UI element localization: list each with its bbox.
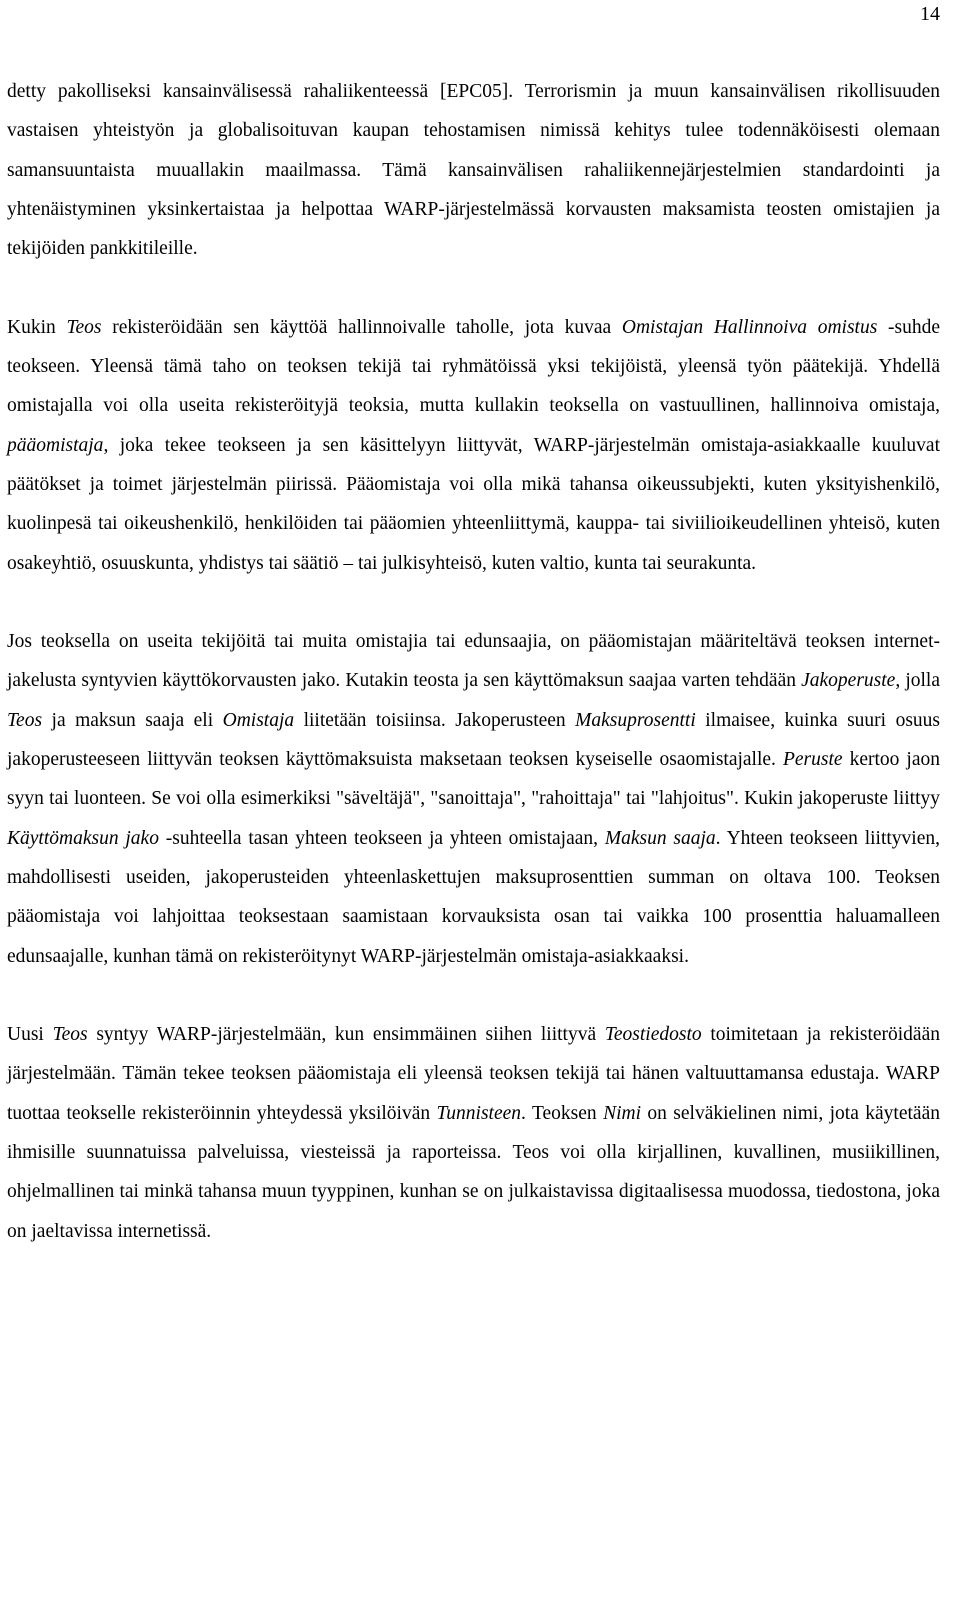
italic-term: Maksuprosentti [575,709,696,731]
body-text [7,72,940,1251]
text-run: Kukin [7,316,67,338]
italic-term: Omistajan Hallinnoiva omistus [621,316,878,338]
italic-term: Käyttömaksun jako [7,827,159,849]
italic-term: Teos [7,709,43,731]
text-run: Jos teoksella on useita tekijöitä tai muita omistajia tai edunsaajia, on pääomistajan määriteltävä teoksen internet-jakelusta syntyvien käyttökorvausten jako. Kutakin teosta ja sen käyttömaksun saajaa varten tehdään [7,631,940,692]
paragraph [7,72,940,268]
paragraph-spacer [7,268,940,307]
text-run: ilmaisee, kuinka suuri osuus jakoperusteeseen liittyvän teoksen käyttömaksuista maksetaan teoksen kyseiselle osaomistajalle. [7,709,940,771]
text-run: detty pakolliseksi kansainvälisessä rahaliikenteessä [EPC05]. Terrorismin ja muun kansainvälisen rikollisuuden vastaisen yhteistyön ja globalisoituvan kaupan tehostamisen nimissä kehitys tulee todennäköisesti olemaan samansuuntaista muuallakin maailmassa. Tämä kansainvälisen rahaliikennejärjestelmien standardointi ja yhtenäistyminen yksinkertaistaa ja helpottaa WARP-järjestelmässä korvausten maksamista teosten omistajien ja tekijöiden pankkitileille. [7,81,940,260]
text-run: , jolla [895,670,940,692]
text-run: -suhde teokseen. Yleensä tämä taho on teoksen tekijä tai ryhmätöissä yksi tekijöistä, yleensä työn päätekijä. Yhdellä omistajalla voi olla useita rekisteröityjä teoksia, mutta kullakin teoksella on vastuullinen, hallinnoiva omistaja, [7,316,940,417]
italic-term: Teos [52,1024,88,1046]
text-run: . Yhteen teokseen liittyvien, mahdollisesti useiden, jakoperusteiden yhteenlaskettujen maksuprosenttien summan on oltava 100. Teoksen pääomistaja voi lahjoittaa teoksestaan saamistaan korvauksista osan tai vaikka 100 prosenttia haluamalleen edunsaajalle, kunhan tämä on rekisteröitynyt WARP-järjestelmän omistaja-asiakkaaksi. [7,827,940,967]
text-run: -suhteella tasan yhteen teokseen ja yhteen omistajaan, [158,827,605,849]
paragraph-spacer [7,976,940,1015]
text-run: syntyy WARP-järjestelmään, kun ensimmäinen siihen liittyvä [87,1024,605,1046]
paragraph [7,1015,940,1251]
page-number: 14 [920,3,940,25]
text-run: , joka tekee teokseen ja sen käsittelyyn liittyvät, WARP-järjestelmän omistaja-asiakkaalle kuuluvat päätökset ja toimet järjestelmän piirissä. Pääomistaja voi olla mikä tahansa oikeussubjekti, kuten yksityishenkilö, kuolinpesä tai oikeushenkilö, henkilöiden tai pääomien yhteenliittymä, kauppa- tai siviilioikeudellinen yhteisö, kuten osakeyhtiö, osuuskunta, yhdistys tai säätiö – tai julkisyhteisö, kuten valtio, kunta tai seurakunta. [7,434,940,574]
text-run: rekisteröidään sen käyttöä hallinnoivalle taholle, jota kuvaa [101,316,622,338]
text-run: . Teoksen [521,1102,604,1124]
italic-term: Peruste [782,749,843,771]
italic-term: Nimi [603,1102,641,1124]
paragraph-spacer [7,583,940,622]
italic-term: Maksun saaja [604,827,716,849]
italic-term: Teostiedosto [604,1024,702,1046]
text-run: on selväkielinen nimi, jota käytetään ihmisille suunnatuissa palveluissa, viesteissä ja raporteissa. Teos voi olla kirjallinen, kuvallinen, musiikillinen, ohjelmallinen tai minkä tahansa muun tyyppinen, kunhan se on julkaistavissa digitaalisessa muodossa, tiedostona, joka on jaeltavissa internetissä. [7,1102,940,1242]
italic-term: Tunnisteen [436,1102,522,1124]
italic-term: Jakoperuste [801,670,896,692]
text-run: toimitetaan ja rekisteröidään järjestelmään. Tämän tekee teoksen pääomistaja eli yleensä teoksen tekijä tai hänen valtuuttamansa edustaja. WARP tuottaa teokselle rekisteröinnin yhteydessä yksilöivän [7,1024,940,1124]
text-run: liitetään toisiinsa. Jakoperusteen [294,709,576,731]
text-run: Uusi [7,1024,53,1046]
paragraph [7,622,940,976]
text-run: ja maksun saaja eli [42,709,223,731]
italic-term: pääomistaja [7,434,104,456]
italic-term: Omistaja [222,709,295,731]
paragraph [7,308,940,583]
italic-term: Teos [66,316,102,338]
text-run: kertoo jaon syyn tai luonteen. Se voi olla esimerkiksi "säveltäjä", "sanoittaja", "rahoittaja" tai "lahjoitus". Kukin jakoperuste liittyy [7,749,940,810]
